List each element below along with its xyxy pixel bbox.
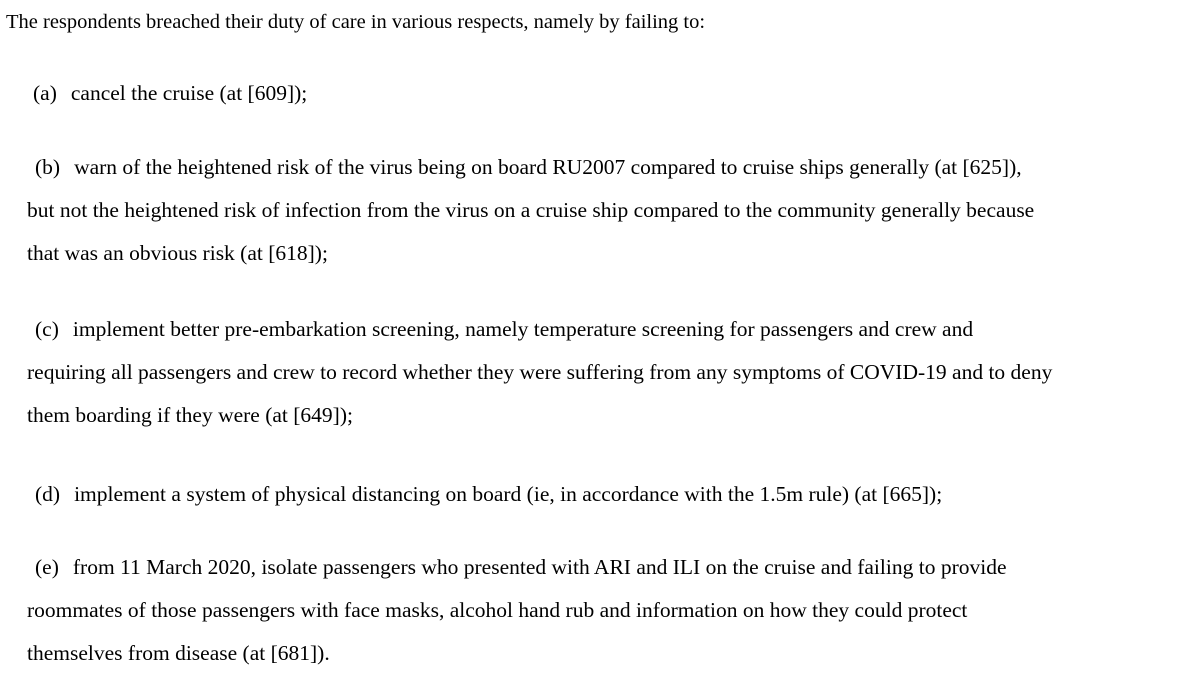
list-item-b xyxy=(27,146,1197,275)
list-item-a xyxy=(27,72,1197,115)
item-marker: (b) xyxy=(35,155,61,179)
item-marker: (d) xyxy=(35,482,61,506)
item-line: roommates of those passengers with face masks, alcohol hand rub and information on how they could protect xyxy=(27,598,968,622)
item-line xyxy=(27,308,1197,351)
list-item-d xyxy=(27,473,1197,516)
item-marker: (e) xyxy=(35,555,59,579)
item-line: but not the heightened risk of infection from the virus on a cruise ship compared to the community generally because xyxy=(27,198,1035,222)
item-line xyxy=(27,546,1197,589)
item-text: from 11 March 2020, isolate passengers who presented with ARI and ILI on the cruise and failing to provide xyxy=(72,555,1007,579)
intro-paragraph: The respondents breached their duty of care in various respects, namely by failing to: xyxy=(6,11,706,33)
item-marker: (a) xyxy=(33,81,57,105)
item-line xyxy=(27,72,1197,115)
item-line: requiring all passengers and crew to record whether they were suffering from any symptoms of COVID-19 and to deny xyxy=(27,360,1053,384)
item-text: warn of the heightened risk of the virus being on board RU2007 compared to cruise ships generally (at [625]), xyxy=(74,155,1022,179)
item-marker: (c) xyxy=(35,317,59,341)
item-line: them boarding if they were (at [649]); xyxy=(27,403,353,427)
item-line xyxy=(27,473,1197,516)
list-item-c xyxy=(27,308,1197,437)
item-text: implement a system of physical distancing on board (ie, in accordance with the 1.5m rule) (at [665]); xyxy=(74,482,943,506)
list-item-e xyxy=(27,546,1197,675)
item-line: that was an obvious risk (at [618]); xyxy=(27,241,328,265)
item-text: implement better pre-embarkation screening, namely temperature screening for passengers and crew and xyxy=(72,317,974,341)
item-line xyxy=(27,146,1197,189)
item-line: themselves from disease (at [681]). xyxy=(27,641,330,665)
item-text: cancel the cruise (at [609]); xyxy=(70,81,308,105)
